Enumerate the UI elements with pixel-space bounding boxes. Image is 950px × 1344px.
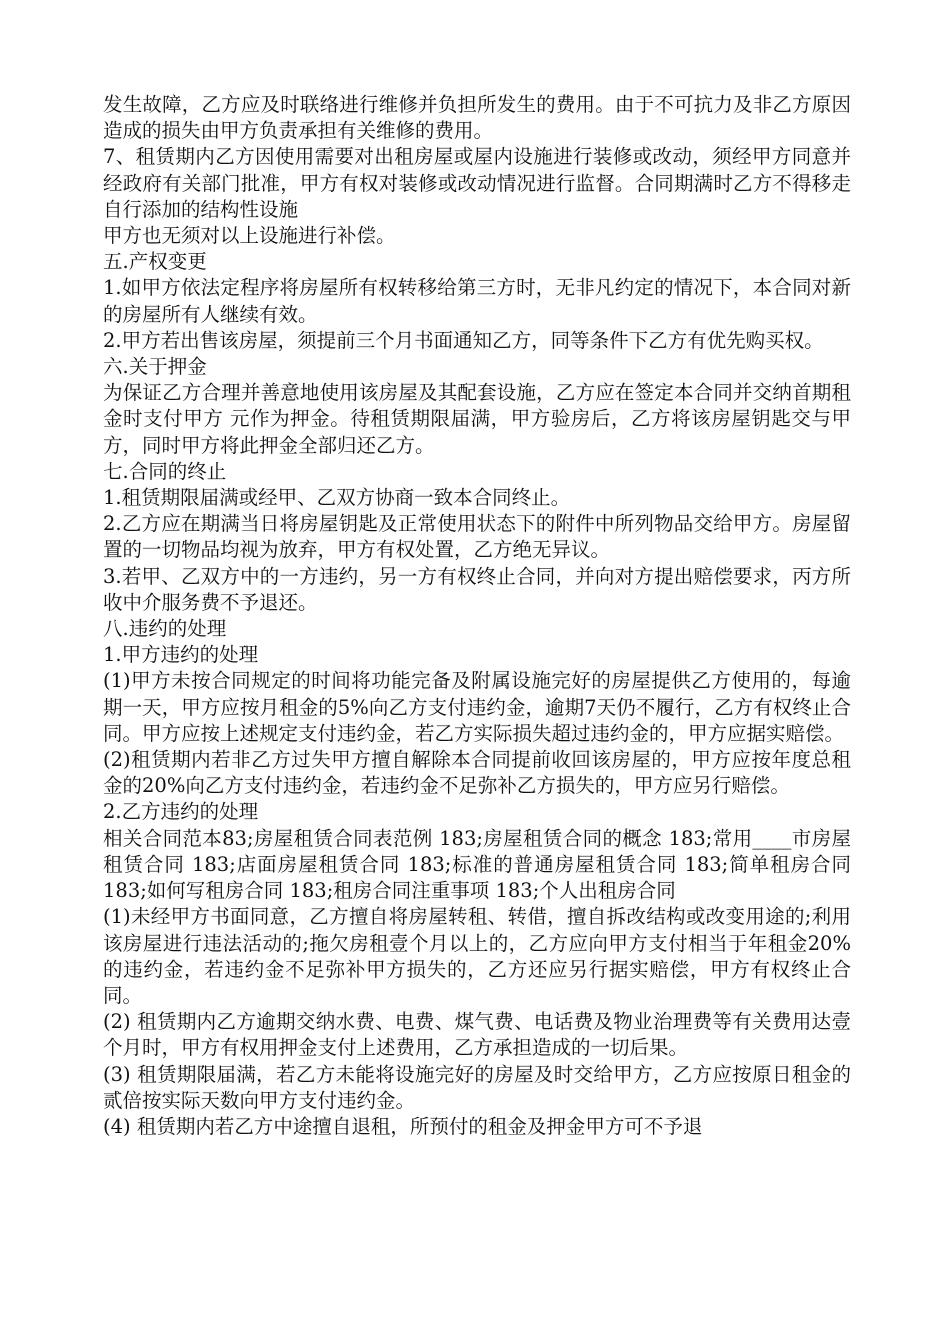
document-page [103,92,851,1140]
clause-property-change-1: 1.如甲方依法定程序将房屋所有权转移给第三方时，无非凡约定的情况下，本合同对新的房屋所有人继续有效。 [103,276,851,326]
section-heading-property-change: 五.产权变更 [103,250,207,274]
clause-7-continuation: 甲方也无须对以上设施进行补偿。 [103,224,396,248]
clause-termination-3: 3.若甲、乙双方中的一方违约，另一方有权终止合同，并向对方提出赔偿要求，丙方所收中介服务费不予退还。 [103,564,851,614]
subheading-party-b-breach: 2.乙方违约的处理 [103,800,259,824]
clause-termination-1: 1.租赁期限届满或经甲、乙双方协商一致本合同终止。 [103,486,571,510]
clause-property-change-2: 2.甲方若出售该房屋，须提前三个月书面通知乙方，同等条件下乙方有优先购买权。 [103,328,824,352]
clause-party-b-breach-4: (4) 租赁期内若乙方中途擅自退租，所预付的租金及押金甲方可不予退 [103,1114,703,1138]
clause-party-a-breach-1: (1)甲方未按合同规定的时间将功能完备及附属设施完好的房屋提供乙方使用的，每逾期一天，甲方应按月租金的5%向乙方支付违约金，逾期7天仍不履行，乙方有权终止合同。甲方应按上述规定支付违约金，若乙方实际损失超过违约金的，甲方应据实赔偿。 [103,669,851,745]
subheading-party-a-breach: 1.甲方违约的处理 [103,643,259,667]
clause-party-b-breach-3: (3) 租赁期限届满，若乙方未能将设施完好的房屋及时交给甲方，乙方应按原日租金的贰倍按实际天数向甲方支付违约金。 [103,1062,851,1112]
related-templates-list: 相关合同范本83;房屋租赁合同表范例 183;房屋租赁合同的概念 183;常用____市房屋租赁合同 183;店面房屋租赁合同 183;标准的普通房屋租赁合同 183;简单租房合同 183;如何写租房合同 183;租房合同注重事项 183;个人出租房合同 [103,826,851,903]
clause-party-a-breach-2: (2)租赁期内若非乙方过失甲方擅自解除本合同提前收回该房屋的，甲方应按年度总租金的20%向乙方支付违约金，若违约金不足弥补乙方损失的，甲方应另行赔偿。 [103,748,851,798]
section-heading-termination: 七.合同的终止 [103,459,227,483]
clause-party-b-breach-1: (1)未经甲方书面同意，乙方擅自将房屋转租、转借，擅自拆改结构或改变用途的;利用该房屋进行违法活动的;拖欠房租壹个月以上的，乙方应向甲方支付相当于年租金20%的违约金，若违约金不足弥补甲方损失的，乙方还应另行据实赔偿，甲方有权终止合同。 [103,905,851,1007]
clause-party-b-breach-2: (2) 租赁期内乙方逾期交纳水费、电费、煤气费、电话费及物业治理费等有关费用达壹个月时，甲方有权用押金支付上述费用，乙方承担造成的一切后果。 [103,1010,851,1060]
clause-7-renovation: 7、租赁期内乙方因使用需要对出租房屋或屋内设施进行装修或改动，须经甲方同意并经政府有关部门批准，甲方有权对装修或改动情况进行监督。合同期满时乙方不得移走自行添加的结构性设施 [103,145,851,221]
clause-deposit: 为保证乙方合理并善意地使用该房屋及其配套设施，乙方应在签定本合同并交纳首期租金时支付甲方 元作为押金。待租赁期限届满，甲方验房后，乙方将该房屋钥匙交与甲方，同时甲方将此押金全部归还乙方。 [103,381,851,457]
clause-termination-2: 2.乙方应在期满当日将房屋钥匙及正常使用状态下的附件中所列物品交给甲方。房屋留置的一切物品均视为放弃，甲方有权处置，乙方绝无异议。 [103,512,851,562]
section-heading-breach: 八.违约的处理 [103,617,227,641]
paragraph-repair-continuation: 发生故障，乙方应及时联络进行维修并负担所发生的费用。由于不可抗力及非乙方原因造成的损失由甲方负责承担有关维修的费用。 [103,93,851,143]
section-heading-deposit: 六.关于押金 [103,355,207,379]
